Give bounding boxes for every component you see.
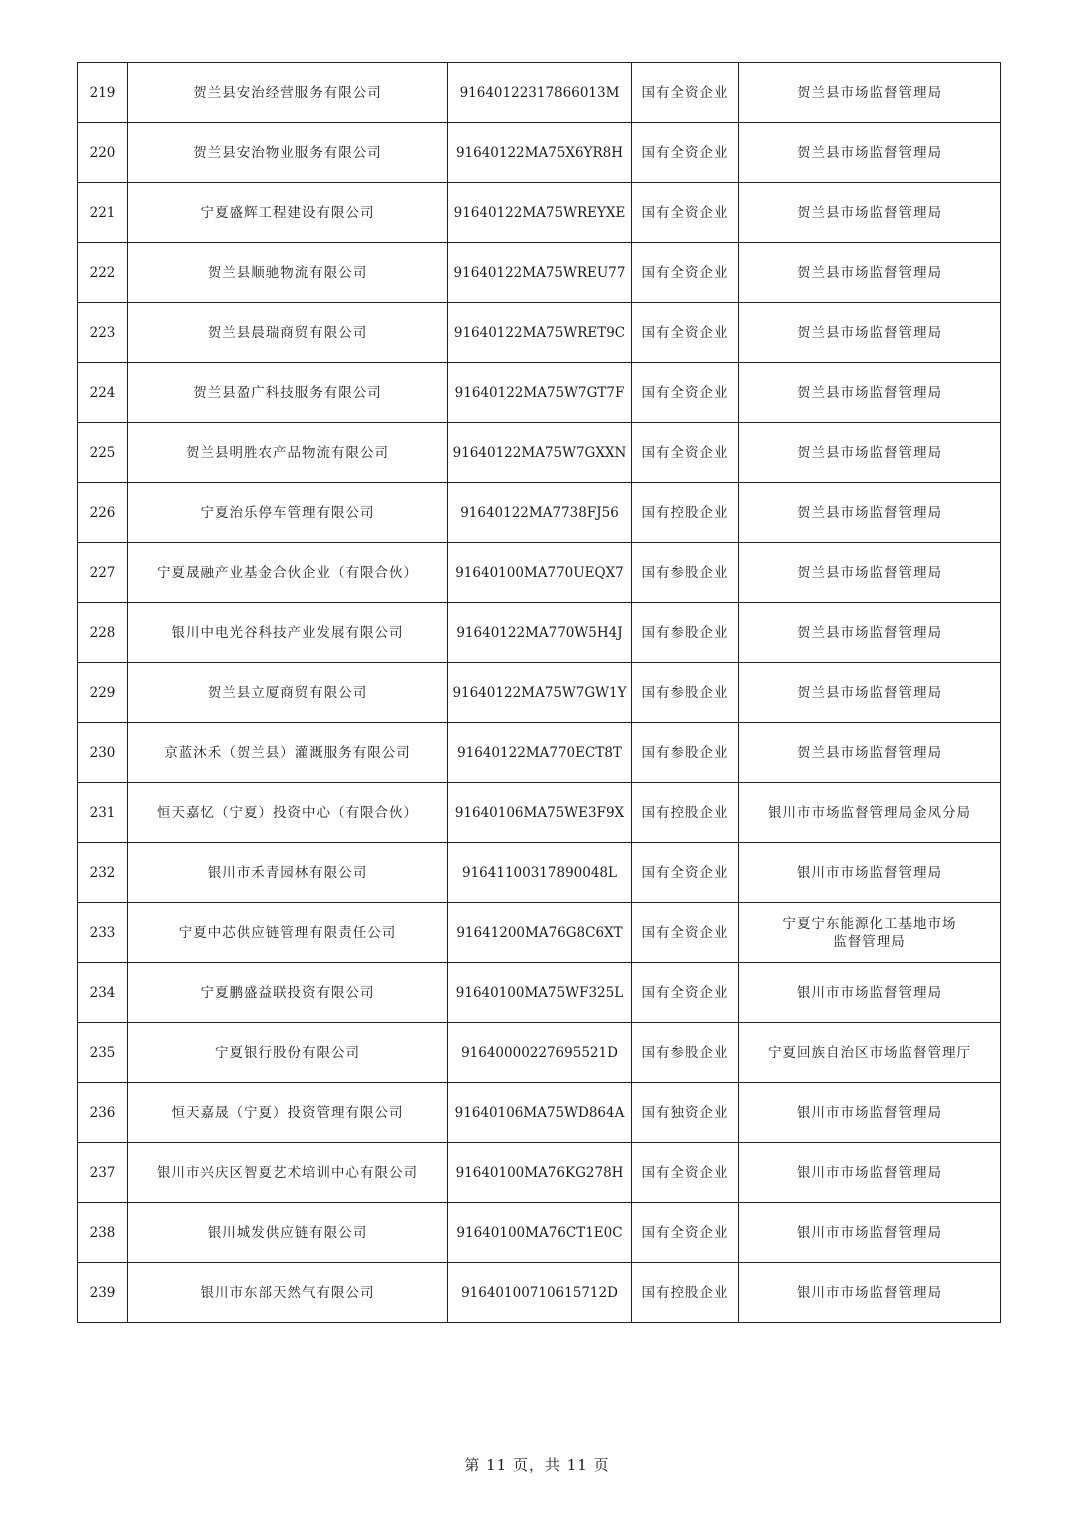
enterprise-type-cell: 国有控股企业 [632, 1263, 739, 1323]
registration-authority-cell [739, 963, 1001, 1023]
enterprise-type-cell: 国有全资企业 [632, 423, 739, 483]
credit-code-cell: 91640122317866013M [448, 63, 632, 123]
credit-code-cell: 91640100MA75WF325L [448, 963, 632, 1023]
row-number-cell: 227 [78, 543, 128, 603]
registration-authority-cell [739, 303, 1001, 363]
page-footer: 第 11 页，共 11 页 [464, 1456, 610, 1474]
enterprise-type-cell: 国有控股企业 [632, 783, 739, 843]
table-row [78, 783, 1001, 843]
table-row [78, 363, 1001, 423]
registration-authority-line: 监督管理局 [833, 933, 906, 950]
registration-authority-line: 贺兰县市场监督管理局 [797, 384, 942, 401]
registration-authority-line: 贺兰县市场监督管理局 [797, 204, 942, 221]
row-number-cell: 234 [78, 963, 128, 1023]
credit-code-cell: 91640122MA75W7GW1Y [448, 663, 632, 723]
enterprise-name-cell: 京蓝沐禾（贺兰县）灌溉服务有限公司 [128, 723, 448, 783]
table-row [78, 1203, 1001, 1263]
row-number-cell: 221 [78, 183, 128, 243]
enterprise-type-cell: 国有全资企业 [632, 243, 739, 303]
registration-authority-line: 银川市市场监督管理局 [797, 1224, 942, 1241]
enterprise-type-cell: 国有全资企业 [632, 843, 739, 903]
enterprise-type-cell: 国有全资企业 [632, 363, 739, 423]
table-row [78, 903, 1001, 963]
registration-authority-cell [739, 483, 1001, 543]
table-row [78, 963, 1001, 1023]
registration-authority-cell [739, 1263, 1001, 1323]
registration-authority-line: 银川市市场监督管理局金凤分局 [768, 804, 971, 821]
enterprise-type-cell: 国有全资企业 [632, 63, 739, 123]
registration-authority-line: 银川市市场监督管理局 [797, 864, 942, 881]
enterprise-type-cell: 国有参股企业 [632, 543, 739, 603]
registration-authority-line: 银川市市场监督管理局 [797, 984, 942, 1001]
enterprise-type-cell: 国有全资企业 [632, 963, 739, 1023]
row-number-cell: 233 [78, 903, 128, 963]
enterprise-name-cell: 恒天嘉晟（宁夏）投资管理有限公司 [128, 1083, 448, 1143]
registration-authority-line: 贺兰县市场监督管理局 [797, 144, 942, 161]
table-row [78, 543, 1001, 603]
registration-authority-line: 贺兰县市场监督管理局 [797, 504, 942, 521]
enterprise-type-cell: 国有参股企业 [632, 663, 739, 723]
registration-authority-line: 宁夏回族自治区市场监督管理厅 [768, 1044, 971, 1061]
enterprise-name-cell: 贺兰县盈广科技服务有限公司 [128, 363, 448, 423]
row-number-cell: 229 [78, 663, 128, 723]
enterprise-name-cell: 贺兰县安治物业服务有限公司 [128, 123, 448, 183]
enterprise-type-cell: 国有全资企业 [632, 1203, 739, 1263]
row-number-cell: 219 [78, 63, 128, 123]
registration-authority-cell [739, 183, 1001, 243]
credit-code-cell: 91641200MA76G8C6XT [448, 903, 632, 963]
registration-authority-line: 贺兰县市场监督管理局 [797, 564, 942, 581]
enterprise-type-cell: 国有独资企业 [632, 1083, 739, 1143]
registration-authority-cell [739, 363, 1001, 423]
enterprise-name-cell: 恒天嘉忆（宁夏）投资中心（有限合伙） [128, 783, 448, 843]
row-number-cell: 238 [78, 1203, 128, 1263]
credit-code-cell: 91640122MA7738FJ56 [448, 483, 632, 543]
enterprise-type-cell: 国有参股企业 [632, 603, 739, 663]
row-number-cell: 222 [78, 243, 128, 303]
credit-code-cell: 91640106MA75WE3F9X [448, 783, 632, 843]
enterprise-table-container [77, 62, 1000, 1323]
credit-code-cell: 91640100MA76KG278H [448, 1143, 632, 1203]
row-number-cell: 225 [78, 423, 128, 483]
credit-code-cell: 91640100MA770UEQX7 [448, 543, 632, 603]
enterprise-name-cell: 贺兰县明胜农产品物流有限公司 [128, 423, 448, 483]
enterprise-name-cell: 贺兰县安治经营服务有限公司 [128, 63, 448, 123]
credit-code-cell: 91640122MA75W7GXXN [448, 423, 632, 483]
row-number-cell: 228 [78, 603, 128, 663]
enterprise-name-cell: 银川市兴庆区智夏艺术培训中心有限公司 [128, 1143, 448, 1203]
enterprise-type-cell: 国有全资企业 [632, 183, 739, 243]
table-row [78, 483, 1001, 543]
credit-code-cell: 91640000227695521D [448, 1023, 632, 1083]
row-number-cell: 224 [78, 363, 128, 423]
enterprise-name-cell: 宁夏中芯供应链管理有限责任公司 [128, 903, 448, 963]
registration-authority-cell [739, 63, 1001, 123]
row-number-cell: 235 [78, 1023, 128, 1083]
registration-authority-line: 贺兰县市场监督管理局 [797, 684, 942, 701]
enterprise-name-cell: 银川市禾青园林有限公司 [128, 843, 448, 903]
enterprise-type-cell: 国有控股企业 [632, 483, 739, 543]
credit-code-cell: 91640122MA75W7GT7F [448, 363, 632, 423]
registration-authority-cell [739, 423, 1001, 483]
table-row [78, 1083, 1001, 1143]
credit-code-cell: 91641100317890048L [448, 843, 632, 903]
registration-authority-line: 贺兰县市场监督管理局 [797, 744, 942, 761]
registration-authority-cell [739, 903, 1001, 963]
row-number-cell: 237 [78, 1143, 128, 1203]
row-number-cell: 232 [78, 843, 128, 903]
credit-code-cell: 91640122MA770ECT8T [448, 723, 632, 783]
enterprise-name-cell: 宁夏鹏盛益联投资有限公司 [128, 963, 448, 1023]
credit-code-cell: 91640122MA75WRET9C [448, 303, 632, 363]
registration-authority-cell [739, 543, 1001, 603]
credit-code-cell: 91640122MA75WREYXE [448, 183, 632, 243]
enterprise-name-cell: 贺兰县立厦商贸有限公司 [128, 663, 448, 723]
registration-authority-line: 贺兰县市场监督管理局 [797, 84, 942, 101]
registration-authority-line: 宁夏宁东能源化工基地市场 [782, 915, 957, 932]
table-row [78, 723, 1001, 783]
credit-code-cell: 91640122MA75WREU77 [448, 243, 632, 303]
row-number-cell: 226 [78, 483, 128, 543]
registration-authority-line: 贺兰县市场监督管理局 [797, 444, 942, 461]
enterprise-table [77, 62, 1001, 1323]
enterprise-name-cell: 银川城发供应链有限公司 [128, 1203, 448, 1263]
registration-authority-cell [739, 1023, 1001, 1083]
registration-authority-line: 银川市市场监督管理局 [797, 1104, 942, 1121]
registration-authority-line: 银川市市场监督管理局 [797, 1164, 942, 1181]
row-number-cell: 220 [78, 123, 128, 183]
registration-authority-cell [739, 723, 1001, 783]
table-row [78, 243, 1001, 303]
row-number-cell: 231 [78, 783, 128, 843]
table-row [78, 1023, 1001, 1083]
credit-code-cell: 91640100710615712D [448, 1263, 632, 1323]
table-row [78, 1143, 1001, 1203]
enterprise-type-cell: 国有参股企业 [632, 723, 739, 783]
table-body [78, 63, 1001, 1323]
registration-authority-cell [739, 123, 1001, 183]
credit-code-cell: 91640106MA75WD864A [448, 1083, 632, 1143]
enterprise-type-cell: 国有全资企业 [632, 123, 739, 183]
table-row [78, 843, 1001, 903]
enterprise-name-cell: 宁夏治乐停车管理有限公司 [128, 483, 448, 543]
enterprise-name-cell: 宁夏银行股份有限公司 [128, 1023, 448, 1083]
enterprise-name-cell: 贺兰县顺驰物流有限公司 [128, 243, 448, 303]
table-row [78, 1263, 1001, 1323]
registration-authority-cell [739, 243, 1001, 303]
credit-code-cell: 91640122MA770W5H4J [448, 603, 632, 663]
table-row [78, 603, 1001, 663]
credit-code-cell: 91640122MA75X6YR8H [448, 123, 632, 183]
row-number-cell: 223 [78, 303, 128, 363]
enterprise-type-cell: 国有全资企业 [632, 1143, 739, 1203]
enterprise-name-cell: 贺兰县晨瑞商贸有限公司 [128, 303, 448, 363]
registration-authority-cell [739, 1143, 1001, 1203]
enterprise-type-cell: 国有全资企业 [632, 903, 739, 963]
enterprise-name-cell: 银川中电光谷科技产业发展有限公司 [128, 603, 448, 663]
enterprise-name-cell: 宁夏晟融产业基金合伙企业（有限合伙） [128, 543, 448, 603]
registration-authority-line: 贺兰县市场监督管理局 [797, 264, 942, 281]
enterprise-name-cell: 银川市东部天然气有限公司 [128, 1263, 448, 1323]
registration-authority-cell [739, 1203, 1001, 1263]
table-row [78, 63, 1001, 123]
registration-authority-line: 银川市市场监督管理局 [797, 1284, 942, 1301]
table-row [78, 303, 1001, 363]
table-row [78, 183, 1001, 243]
registration-authority-line: 贺兰县市场监督管理局 [797, 624, 942, 641]
table-row [78, 123, 1001, 183]
credit-code-cell: 91640100MA76CT1E0C [448, 1203, 632, 1263]
enterprise-name-cell: 宁夏盛辉工程建设有限公司 [128, 183, 448, 243]
registration-authority-cell [739, 663, 1001, 723]
registration-authority-cell [739, 603, 1001, 663]
row-number-cell: 236 [78, 1083, 128, 1143]
registration-authority-cell [739, 783, 1001, 843]
registration-authority-line: 贺兰县市场监督管理局 [797, 324, 942, 341]
registration-authority-cell [739, 843, 1001, 903]
table-row [78, 663, 1001, 723]
enterprise-type-cell: 国有全资企业 [632, 303, 739, 363]
row-number-cell: 239 [78, 1263, 128, 1323]
table-row [78, 423, 1001, 483]
registration-authority-cell [739, 1083, 1001, 1143]
row-number-cell: 230 [78, 723, 128, 783]
enterprise-type-cell: 国有参股企业 [632, 1023, 739, 1083]
